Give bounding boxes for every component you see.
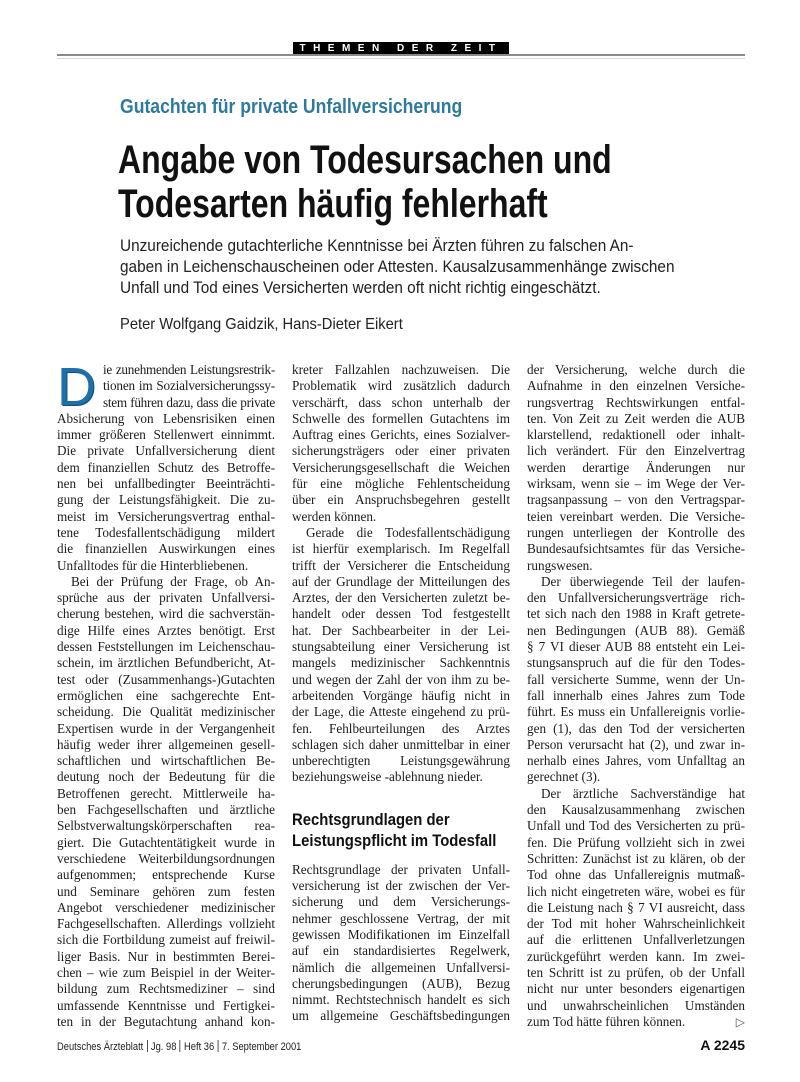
text-line: [292, 737, 510, 753]
text-line: [292, 655, 510, 671]
text-line: [57, 476, 275, 492]
text-line: [527, 900, 745, 916]
drop-cap: D: [57, 357, 96, 417]
text-line: [292, 639, 510, 655]
text-line-content: chen – wie zum Beispiel in der Weiter-: [57, 964, 275, 980]
text-line-content: häufig weder ihrer allgemeinen gesell-: [57, 736, 275, 752]
text-line: [57, 443, 275, 459]
text-line-content: nen bei unfallbedingter Beeinträchti-: [57, 476, 275, 492]
text-line-content: Tod ohne das Unfallereignis mutmaß-: [527, 867, 745, 883]
paragraph: [57, 574, 275, 1030]
text-line: [57, 753, 275, 769]
footer-divider: [218, 1040, 219, 1052]
text-line-content: ermöglichen eine sachgerechte Ent-: [57, 687, 275, 703]
text-line: [292, 378, 510, 394]
text-line: [57, 981, 275, 997]
subheading: [292, 810, 497, 852]
paragraph: [292, 525, 510, 786]
title-line: Angabe von Todesursachen und: [118, 138, 612, 182]
text-line-content: fall versicherte Summe, wenn der Un-: [527, 671, 745, 687]
footer-journal: Deutsches Ärzteblatt: [57, 1041, 144, 1053]
footer-volume: Jg. 98: [150, 1041, 177, 1053]
text-line-content: nicht nur unter besonders eigenartigen: [527, 981, 745, 997]
text-line-content: Expertisen wurde in der Vergangenheit: [57, 720, 275, 736]
text-line-content: tet sich nach den 1988 in Kraft getrete-: [527, 606, 745, 622]
text-line-content: Gerade die Todesfallentschädigung: [306, 524, 510, 540]
text-line-content: und Seminare gehören zum festen: [57, 883, 275, 899]
text-line: [57, 835, 275, 851]
text-line-content: test oder (Zusammenhangs-)Gutachten: [57, 671, 275, 687]
text-line-content: Versicherungsgesellschaft die Weichen: [292, 459, 510, 475]
text-line-content: dessen Feststellungen im Leichenschau-: [57, 639, 275, 655]
subheading-line: Rechtsgrundlagen der: [292, 810, 450, 829]
text-line: [57, 623, 275, 639]
text-line: [292, 927, 510, 943]
text-line: [292, 590, 510, 606]
text-line-content: zurückgeführt werden kann. Im zwei-: [527, 948, 745, 964]
text-line-content: Bei der Prüfung der Frage, ob An-: [71, 573, 275, 589]
text-line: [527, 932, 745, 948]
text-line: [527, 606, 745, 622]
text-line-content: den Unfallversicherungsverträge rich-: [527, 590, 745, 606]
footer-issue: Heft 36: [184, 1041, 215, 1053]
text-line: [527, 476, 745, 492]
text-line-content: verschiedene Weiterbildungsordnungen: [57, 850, 275, 866]
text-line: [527, 411, 745, 427]
text-line: [292, 395, 510, 411]
text-line-content: Selbstverwaltungskörperschaften rea-: [57, 818, 275, 834]
text-line-content: gewissen Modifikationen im Einzelfall: [292, 926, 510, 942]
text-line-content: Rechtsgrundlage der privaten Unfall-: [292, 861, 510, 877]
title-line: Todesarten häufig fehlerhaft: [118, 182, 548, 226]
text-line: [57, 867, 275, 883]
text-line-content: hat. Der Sachbearbeiter in der Lei-: [292, 622, 510, 638]
text-line-content: Angebot verschiedener medizinischer: [57, 899, 275, 915]
text-line: [292, 960, 510, 976]
text-line-content: cherungsbedingungen (AUB), Bezug: [292, 975, 510, 991]
text-line-content: ten. Von Zeit zu Zeit werden die AUB: [527, 410, 745, 426]
text-line: [57, 932, 275, 948]
text-line: [57, 884, 275, 900]
section-label: THEMEN DER ZEIT: [293, 42, 509, 56]
text-line: [57, 590, 275, 606]
footer-divider: [180, 1040, 181, 1052]
text-line: [292, 574, 510, 590]
text-line: [292, 862, 510, 878]
text-line: [57, 965, 275, 981]
text-line: [57, 639, 275, 655]
text-line: [57, 1014, 275, 1030]
text-line-content: tene Todesfallentschädigung mildert: [57, 524, 275, 540]
footer-date: 7. September 2001: [221, 1041, 302, 1053]
text-line-content: klarstellend, redaktionell oder inhalt-: [527, 427, 745, 443]
text-line: [527, 867, 745, 883]
text-line: [527, 835, 745, 851]
text-line: [527, 541, 745, 557]
paragraph: [292, 362, 510, 525]
text-line: [57, 574, 275, 590]
subheading-line: Leistungspflicht im Todesfall: [292, 831, 497, 850]
text-line: [57, 655, 275, 671]
text-line: [527, 509, 745, 525]
text-line: [527, 965, 745, 981]
article-authors: Peter Wolfgang Gaidzik, Hans-Dieter Eikert: [120, 316, 403, 333]
text-line: [57, 721, 275, 737]
text-line: [292, 541, 510, 557]
text-line-content: deutung noch der Bedeutung für die: [57, 769, 275, 785]
text-line-content: dige Hilfe eines Arztes benötigt. Erst: [57, 622, 275, 638]
text-line-content: ben Fachgesellschaften und ärztliche: [57, 802, 275, 818]
text-line: [527, 378, 745, 394]
text-column-2: [292, 362, 510, 1025]
text-line: [527, 623, 745, 639]
text-line: [292, 509, 510, 525]
text-line-content: schein, im ärztlichen Befundbericht, At-: [57, 655, 275, 671]
text-column-1: [57, 357, 275, 1030]
text-line: [527, 769, 745, 785]
text-line-content: werden können.: [292, 508, 377, 524]
text-line-content: werden derartige Änderungen nur: [527, 459, 745, 475]
text-line-content: für eine mögliche Fehlentscheidung: [292, 476, 510, 492]
text-line: [292, 688, 510, 704]
text-line-content: Bundesaufsichtsamtes für das Versiche-: [527, 541, 745, 557]
text-line: [527, 704, 745, 720]
text-line-content: sicherungsträgers oder einer privaten: [292, 443, 510, 459]
text-line: [57, 786, 275, 802]
text-line: [527, 639, 745, 655]
text-line-content: unberechtigten Leistungsgewährung: [292, 753, 510, 769]
text-line-content: Betroffenen gerecht. Mittlerweile ha-: [57, 785, 275, 801]
text-line: [292, 606, 510, 622]
text-line: [292, 878, 510, 894]
text-line-content: lich verändert. Für den Einzelvertrag: [527, 443, 745, 459]
article-lead: [120, 236, 675, 299]
text-line-content: der Lage, die Atteste eingehend zu prü-: [292, 704, 510, 720]
text-line-content: ie zunehmenden Leistungsrestrik-: [103, 362, 275, 377]
text-line-content: umfassende Kenntnisse und Fertigkei-: [57, 997, 275, 1013]
text-line-content: schaftlichen und wirtschaftlichen Be-: [57, 753, 275, 769]
text-line-content: Schwelle des formellen Gutachtens im: [292, 410, 510, 426]
text-line-content: über ein Anspruchsbegehren gestellt: [292, 492, 510, 508]
text-line-content: fen. Die Prüfung vollzieht sich in zwei: [527, 834, 745, 850]
text-line: [527, 721, 745, 737]
text-line-content: der Tod mit hoher Wahrscheinlichkeit: [527, 916, 745, 932]
text-line: [292, 427, 510, 443]
lead-line: Unfall und Tod eines Versicherten werden oft nicht richtig eingeschätzt.: [120, 279, 601, 297]
text-line: [292, 492, 510, 508]
text-line: [57, 541, 275, 557]
text-column-3: [527, 362, 745, 1030]
text-line-content: stem führen dazu, dass die private: [103, 394, 275, 410]
text-line: [527, 395, 745, 411]
text-line-content: stungsanspruch auf die für den Todes-: [527, 655, 745, 671]
text-line-content: tionen im Sozialversicherungssy-: [103, 378, 275, 394]
text-line: [292, 460, 510, 476]
text-line: [292, 911, 510, 927]
text-line: [57, 492, 275, 508]
text-line: [57, 998, 275, 1014]
text-line-content: dem finanziellen Schutz des Betroffe-: [57, 459, 275, 475]
text-line-content: Person verursacht hat (2), und zwar in-: [527, 736, 745, 752]
text-line-content: nämlich die allgemeinen Unfallversi-: [292, 959, 510, 975]
text-line-content: § 7 VI dieser AUB 88 entsteht ein Lei-: [527, 639, 745, 655]
text-line-content: sprüche aus der privaten Unfallversi-: [57, 590, 275, 606]
text-line-content: rungsvertrag Rechtswirkungen entfal-: [527, 394, 745, 410]
text-line-content: trifft der Versicherer die Entscheidung: [292, 557, 510, 573]
paragraph: [57, 357, 275, 574]
text-line-content: mangels medizinischer Sachkenntnis: [292, 655, 510, 671]
text-line: [292, 362, 510, 378]
text-line-content: lich nicht eingetreten wäre, wobei es für: [527, 883, 745, 899]
text-line: [57, 606, 275, 622]
text-line-content: auf die erlittenen Unfallverletzungen: [527, 932, 745, 948]
text-line-content: und unwahrscheinlichen Umständen: [527, 997, 745, 1013]
text-line-content: arbeitenden Vorgänge häufig nicht in: [292, 687, 510, 703]
text-line: [527, 655, 745, 671]
text-line-content: Unfalltodes für die Hinterbliebenen.: [57, 557, 249, 573]
text-line: [527, 672, 745, 688]
text-line: [527, 525, 745, 541]
text-line: [57, 427, 275, 443]
text-line: [57, 509, 275, 525]
text-line: [292, 558, 510, 574]
text-line-content: nen Bedingungen (AUB 88). Gemäß: [527, 622, 745, 638]
text-line: [292, 704, 510, 720]
article-kicker: Gutachten für private Unfallversicherung: [120, 96, 463, 118]
text-line-content: zum Tod hätte führen können.: [527, 1013, 686, 1029]
text-line-content: sicherung und dem Versicherungs-: [292, 894, 510, 910]
text-line: [57, 460, 275, 476]
text-line: [527, 818, 745, 834]
text-line-content: Der ärztliche Sachverständige hat: [541, 785, 745, 801]
text-line-content: nimmt. Rechtstechnisch handelt es sich: [292, 992, 510, 1008]
header-rule-thin: [57, 58, 745, 59]
text-line: [527, 802, 745, 818]
text-line: [527, 558, 745, 574]
text-line-content: die Leistung nach § 7 VI ausreicht, dass: [527, 899, 745, 915]
text-line: [57, 672, 275, 688]
text-line-content: ten in der Begutachtung anhand kon-: [57, 1013, 275, 1029]
text-line: [527, 916, 745, 932]
text-line-content: rungswesen.: [527, 557, 593, 573]
text-line: [527, 590, 745, 606]
text-line: [292, 894, 510, 910]
text-line-content: verschärft, dass schon unterhalb der: [292, 394, 510, 410]
text-line-content: versicherung ist der zwischen der Ver-: [292, 878, 510, 894]
header-rule: [57, 54, 745, 56]
text-line: [57, 688, 275, 704]
text-line-content: ist hierfür exemplarisch. Im Regelfall: [292, 541, 510, 557]
text-line-content: nehmer geschlossene Vertrag, der mit: [292, 910, 510, 926]
text-line-content: Problematik wird zusätzlich dadurch: [292, 378, 510, 394]
text-line: [57, 818, 275, 834]
text-line: [57, 704, 275, 720]
text-line-content: Fachgesellschaften. Allerdings vollzieht: [57, 916, 275, 932]
text-line: [527, 574, 745, 590]
text-line-content: und wegen der Zahl der von ihm zu be-: [292, 671, 510, 687]
lead-line: Unzureichende gutachterliche Kenntnisse bei Ärzten führen zu falschen An-: [120, 237, 634, 255]
text-line: [292, 672, 510, 688]
text-line: [57, 851, 275, 867]
text-line-content: rungen unterliegen der Kontrolle des: [527, 524, 745, 540]
text-line-content: der Versicherung, welche durch die: [527, 362, 745, 377]
text-line-content: liger Basis. Nur in bestimmten Berei-: [57, 948, 275, 964]
text-line: [527, 427, 745, 443]
text-line: [527, 884, 745, 900]
text-line-content: cherung bestehen, wird die sachverstän-: [57, 606, 275, 622]
text-line-content: gerechnet (3).: [527, 769, 601, 785]
text-line: [57, 737, 275, 753]
text-line-content: scheidung. Die Qualität medizinischer: [57, 704, 275, 720]
text-line: [292, 721, 510, 737]
text-line: [292, 525, 510, 541]
text-line-content: Der überwiegende Teil der laufen-: [541, 573, 745, 589]
text-line-content: den Kausalzusammenhang zwischen: [527, 802, 745, 818]
lead-line: gaben in Leichenschauscheinen oder Attesten. Kausalzusammenhänge zwischen: [120, 258, 675, 276]
text-line-content: sich die Fortbildung zumeist auf freiwil-: [57, 932, 275, 948]
text-line-content: gen (1), das den Tod der versicherten: [527, 720, 745, 736]
text-line-content: nerhalb eines Jahres, vom Unfalltag an: [527, 753, 745, 769]
text-line-content: Die private Unfallversicherung dient: [57, 443, 275, 459]
text-line: [527, 1014, 745, 1030]
text-line: [292, 443, 510, 459]
continue-arrow-icon: ▷: [735, 1014, 745, 1029]
text-line: [527, 460, 745, 476]
text-line: [57, 769, 275, 785]
text-line-content: giert. Die Gutachtentätigkeit wurde in: [57, 834, 275, 850]
text-line-content: handelt oder dessen Tod festgestellt: [292, 606, 510, 622]
text-line-content: beziehungsweise -ablehnung nieder.: [292, 769, 483, 785]
text-line: [527, 753, 745, 769]
text-line-content: schlagen sich daher unmittelbar in einer: [292, 736, 510, 752]
page-number: A 2245: [700, 1037, 745, 1053]
text-line: [292, 623, 510, 639]
text-line-content: tragsanpassung – von den Vertragspar-: [527, 492, 745, 508]
text-line: [527, 851, 745, 867]
text-line-content: Schritten: Zunächst ist zu klären, ob der: [527, 850, 745, 866]
paragraph: [292, 862, 510, 1025]
footer-citation: [57, 1040, 301, 1053]
text-line: [57, 916, 275, 932]
text-line: [57, 525, 275, 541]
text-line: [527, 443, 745, 459]
text-line: [527, 492, 745, 508]
text-line-content: auf ein standardisiertes Regelwerk,: [292, 943, 510, 959]
text-line: [292, 1008, 510, 1024]
paragraph: [527, 786, 745, 1030]
text-line-content: Aufnahme in den einzelnen Versiche-: [527, 378, 745, 394]
text-line-content: Arztes, der den Versicherten zuletzt be-: [292, 590, 510, 606]
text-line-content: fall innerhalb eines Jahres zum Tode: [527, 687, 745, 703]
article-title: [118, 138, 612, 226]
text-line: [527, 688, 745, 704]
text-line-content: stungsabteilung einer Versicherung ist: [292, 639, 510, 655]
text-line: [292, 411, 510, 427]
text-line-content: auf der Grundlage der Mitteilungen des: [292, 573, 510, 589]
paragraph: [527, 362, 745, 574]
text-line: [57, 949, 275, 965]
text-line-content: ten Schritt ist zu prüfen, ob der Unfall: [527, 964, 745, 980]
footer-divider: [147, 1040, 148, 1052]
text-line: [292, 769, 510, 785]
text-line-content: gung der Leistungsfähigkeit. Die zu-: [57, 492, 275, 508]
text-line: [292, 753, 510, 769]
text-line: [292, 992, 510, 1008]
text-line: [57, 558, 275, 574]
text-line: [57, 900, 275, 916]
text-line-content: aufgenommen; entsprechende Kurse: [57, 867, 275, 883]
text-line-content: kreter Fallzahlen nachzuweisen. Die: [292, 362, 510, 377]
text-line-content: wirksam, wenn sie – im Wege der Ver-: [527, 476, 745, 492]
text-line: [527, 998, 745, 1014]
text-line-content: die finanziellen Auswirkungen eines: [57, 541, 275, 557]
text-line: [527, 737, 745, 753]
text-line-content: meist im Versicherungsvertrag enthal-: [57, 508, 275, 524]
text-line-content: führt. Es muss ein Unfallereignis vorlie-: [527, 704, 745, 720]
text-line: [527, 981, 745, 997]
text-line: [57, 802, 275, 818]
text-line-content: bildung zum Rechtsmediziner – sind: [57, 981, 275, 997]
text-line-content: Unfall und Tod des Versicherten zu prü-: [527, 818, 745, 834]
text-line: [292, 943, 510, 959]
text-line: [527, 362, 745, 378]
text-line: [292, 976, 510, 992]
text-line-content: teien vereinbart werden. Die Versiche-: [527, 508, 745, 524]
text-line-content: Auftrag eines Gerichts, eines Sozialver-: [292, 427, 510, 443]
text-line: [292, 476, 510, 492]
text-line-content: Absicherung von Lebensrisiken einen: [57, 410, 275, 426]
text-line: [527, 949, 745, 965]
text-line-content: um allgemeine Geschäftsbedingungen: [292, 1008, 510, 1024]
text-line-content: immer größeren Stellenwert einnimmt.: [57, 427, 275, 443]
paragraph: [527, 574, 745, 786]
text-line-content: fen. Fehlbeurteilungen des Arztes: [292, 720, 510, 736]
text-line: [527, 786, 745, 802]
